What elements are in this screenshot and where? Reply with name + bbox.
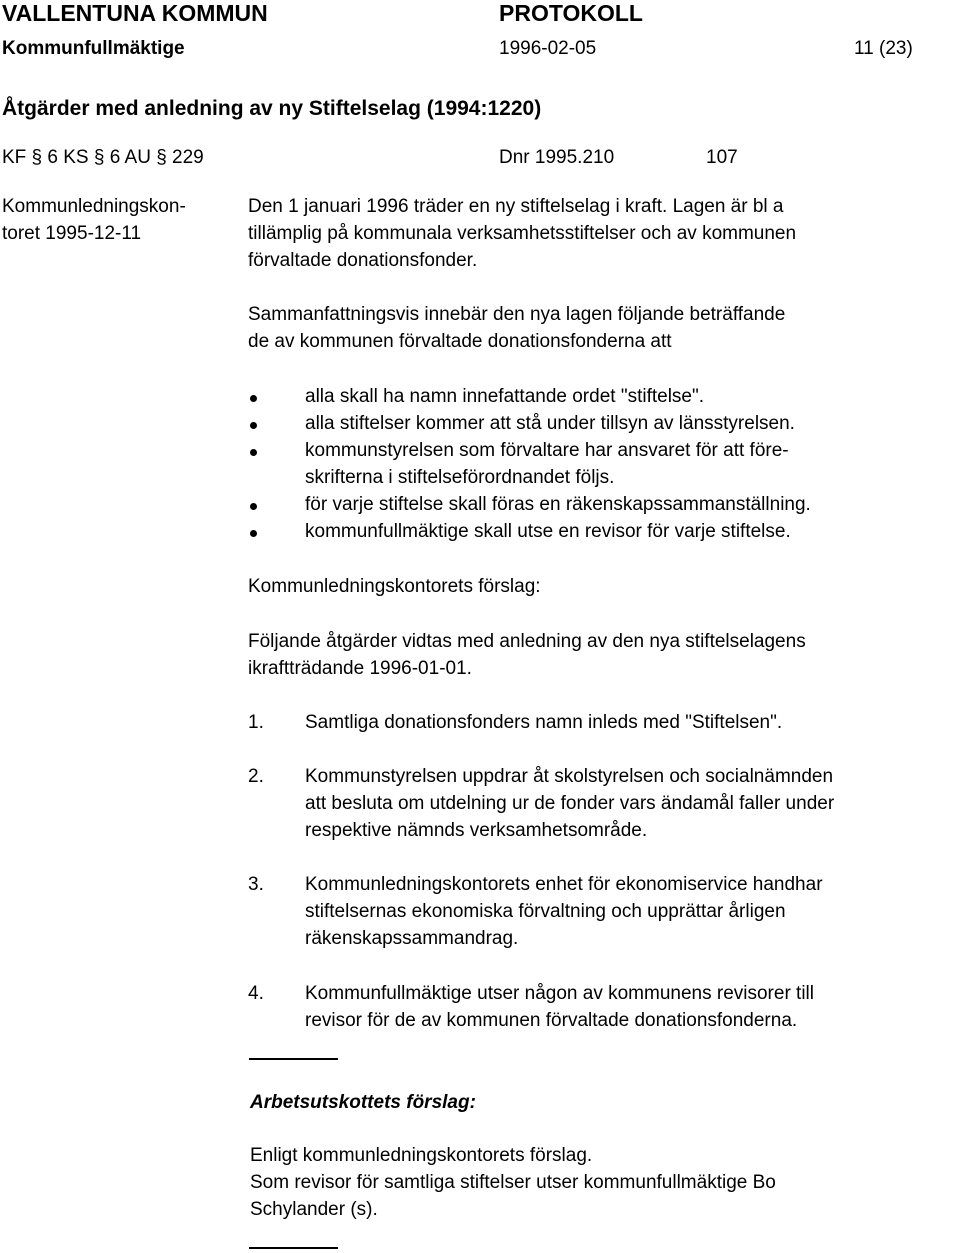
committee-heading: Arbetsutskottets förslag: [250, 1092, 476, 1113]
intro-line-1: Den 1 januari 1996 träder en ny stiftelselag i kraft. Lagen är bl a [248, 196, 784, 217]
proposal-intro-line-1: Följande åtgärder vidtas med anledning av den nya stiftelselagens [248, 631, 806, 652]
item-text: respektive nämnds verksamhetsområde. [305, 820, 648, 841]
committee-line-2: Som revisor för samtliga stiftelser utser kommunfullmäktige Bo [250, 1172, 776, 1193]
item-number: 2. [248, 766, 264, 787]
bullet-icon [250, 422, 257, 429]
bullet-icon [250, 449, 257, 456]
document-type: PROTOKOLL [499, 0, 643, 26]
bullet-item-continued: skrifterna i stiftelseförordnandet följs. [305, 467, 615, 488]
item-text: revisor för de av kommunen förvaltade donationsfonderna. [305, 1010, 798, 1031]
separator-line [249, 1247, 338, 1249]
bullet-icon [250, 503, 257, 510]
page-number: 11 (23) [854, 38, 913, 59]
proposal-heading: Kommunledningskontorets förslag: [248, 576, 541, 597]
item-text: stiftelsernas ekonomiska förvaltning och upprättar årligen [305, 901, 786, 922]
intro-line-2: tillämplig på kommunala verksamhetsstiftelser och av kommunen [248, 223, 797, 244]
item-number: 4. [248, 983, 264, 1004]
committee-line-1: Enligt kommunledningskontorets förslag. [250, 1145, 593, 1166]
bullet-icon [250, 395, 257, 402]
bullet-item: för varje stiftelse skall föras en räkenskapssammanställning. [305, 494, 811, 515]
bullet-item: kommunstyrelsen som förvaltare har ansvaret för att före- [305, 440, 789, 461]
matter-reference: KF § 6 KS § 6 AU § 229 [2, 147, 204, 168]
intro-line-3: förvaltade donationsfonder. [248, 250, 478, 271]
item-number: 3. [248, 874, 264, 895]
separator-line [249, 1058, 338, 1060]
issuing-body: Kommunfullmäktige [2, 38, 185, 59]
item-number: 1. [248, 712, 264, 733]
sidebar-origin-line2: toret 1995-12-11 [2, 223, 142, 244]
bullet-item: alla stiftelser kommer att stå under tillsyn av länsstyrelsen. [305, 413, 795, 434]
item-text: Kommunstyrelsen uppdrar åt skolstyrelsen och socialnämnden [305, 766, 834, 787]
summary-line-1: Sammanfattningsvis innebär den nya lagen följande beträffande [248, 304, 786, 325]
bullet-item: kommunfullmäktige skall utse en revisor för varje stiftelse. [305, 521, 791, 542]
paragraph-number: 107 [706, 147, 738, 168]
item-text: Kommunledningskontorets enhet för ekonomiservice handhar [305, 874, 823, 895]
organization-name: VALLENTUNA KOMMUN [2, 0, 268, 26]
item-text: Kommunfullmäktige utser någon av kommunens revisorer till [305, 983, 814, 1004]
item-text: att besluta om utdelning ur de fonder vars ändamål faller under [305, 793, 835, 814]
item-text: Samtliga donationsfonders namn inleds med "Stiftelsen". [305, 712, 783, 733]
proposal-intro-line-2: ikraftträdande 1996-01-01. [248, 658, 472, 679]
meeting-date: 1996-02-05 [499, 38, 597, 59]
summary-line-2: de av kommunen förvaltade donationsfonderna att [248, 331, 672, 352]
committee-line-3: Schylander (s). [250, 1199, 378, 1220]
bullet-icon [250, 530, 257, 537]
item-text: räkenskapssammandrag. [305, 928, 519, 949]
matter-title: Åtgärder med anledning av ny Stiftelselag (1994:1220) [2, 97, 542, 120]
bullet-item: alla skall ha namn innefattande ordet "stiftelse". [305, 386, 704, 407]
registration-number: Dnr 1995.210 [499, 147, 615, 168]
sidebar-origin-line1: Kommunledningskon- [2, 196, 186, 217]
